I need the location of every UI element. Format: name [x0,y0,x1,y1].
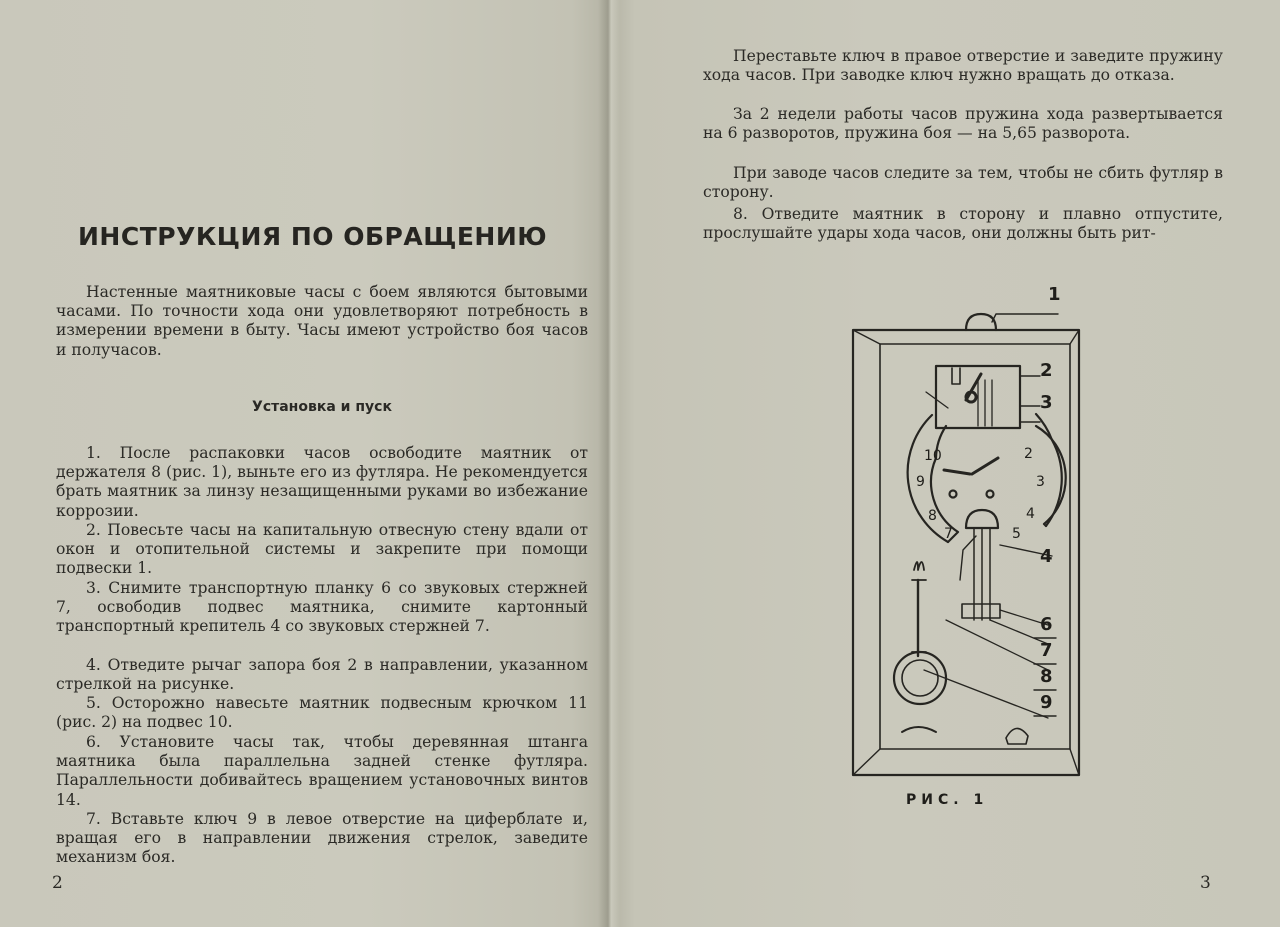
page-number-right: 3 [1200,873,1211,893]
callout-label: 1 [1048,284,1061,305]
step-2: 2. Повесьте часы на капитальную отвесную стену вдали от окон и отопительной системы и закрепите при помощи подвески 1. [56,521,588,578]
page-fold [598,0,620,927]
callout-label: 3 [1040,392,1053,413]
step-6: 6. Установите часы так, чтобы деревянная штанга маятника была параллельна задней стенке футляра. Параллельности добивайтесь вращением установочных винтов 14. [56,733,588,809]
step-4: 4. Отведите рычаг запора боя 2 в направлении, указанном стрелкой на рисунке. [56,656,588,694]
callout-label: 8 [1040,666,1053,687]
right-paragraph-3: При заводе часов следите за тем, чтобы не сбить футляр в сторону. [703,164,1223,202]
callout-leaders [992,314,1058,322]
dial-number: 9 [916,474,925,490]
step-5: 5. Осторожно навесьте маятник подвесным крючком 11 (рис. 2) на подвес 10. [56,694,588,732]
callout-label: 2 [1040,360,1053,381]
right-paragraph-1: Переставьте ключ в правое отверстие и заведите пружину хода часов. При заводке ключ нужно вращать до отказа. [703,47,1223,85]
callout-label: 9 [1040,692,1053,713]
bell-hammer [966,510,998,528]
figure-caption: РИС. 1 [906,792,989,808]
dial-number: 10 [924,448,942,464]
callout-label: 6 [1040,614,1053,635]
section-heading: Установка и пуск [252,399,392,415]
right-paragraph-4: 8. Отведите маятник в сторону и плавно отпустите, прослушайте удары хода часов, они должны быть рит- [703,205,1223,243]
dial-number: 3 [1036,474,1045,490]
callout-label: 7 [1040,640,1053,661]
left-page [0,0,608,927]
step-7: 7. Вставьте ключ 9 в левое отверстие на циферблате и, вращая его в направлении движения стрелок, заведите механизм боя. [56,810,588,867]
dial-number: 7 [944,526,953,542]
hands [944,458,998,474]
dial-number: 8 [928,508,937,524]
dial-number: 5 [1012,526,1021,542]
callout-label: 4 [1040,546,1053,567]
intro-paragraph: Настенные маятниковые часы с боем являются бытовыми часами. По точности хода они удовлетворяют потребность в измерении времени в быту. Часы имеют устройство боя часов и получасов. [56,283,588,359]
step-1: 1. После распаковки часов освободите маятник от держателя 8 (рис. 1), выньте его из футляра. Не рекомендуется брать маятник за линзу незащищенными руками во избежание коррозии. [56,444,588,520]
right-paragraph-2: За 2 недели работы часов пружина хода развертывается на 6 разворотов, пружина боя — на 5,65 разворота. [703,105,1223,143]
clock-diagram [840,280,1080,780]
dial-number: 4 [1026,506,1035,522]
dial-number: 2 [1024,446,1033,462]
page-title: ИНСТРУКЦИЯ ПО ОБРАЩЕНИЮ [78,222,548,251]
page-number-left: 2 [52,873,63,893]
step-3: 3. Снимите транспортную планку 6 со звуковых стержней 7, освободив подвес маятника, снимите картонный транспортный крепитель 4 со звуковых стержней 7. [56,579,588,636]
